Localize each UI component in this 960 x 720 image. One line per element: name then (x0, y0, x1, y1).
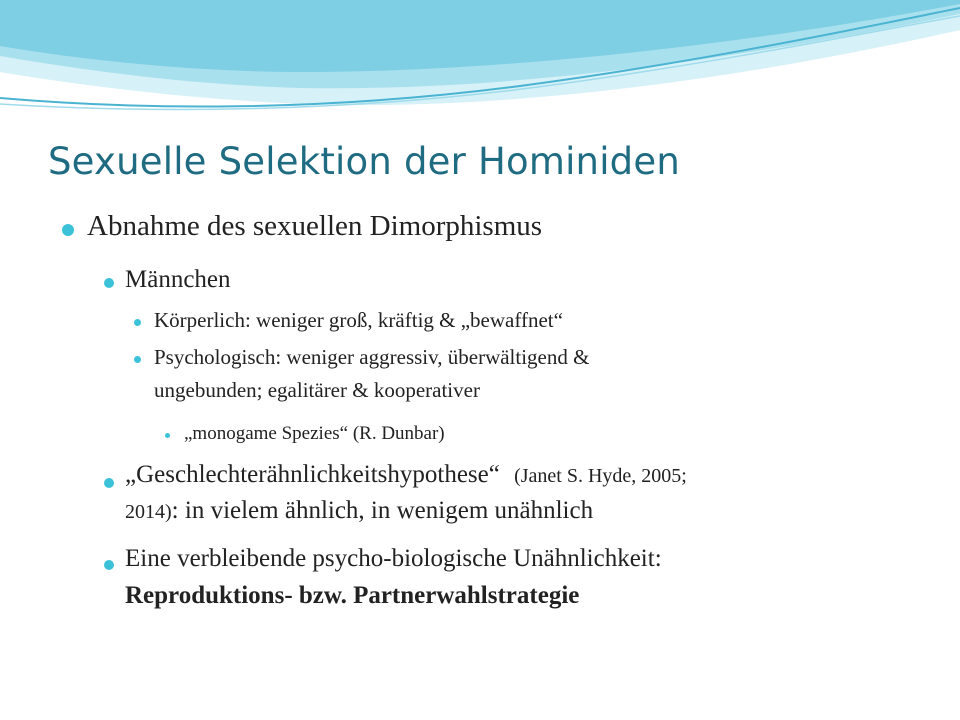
bullet-psychologisch-line2: ungebunden; egalitärer & kooperativer (154, 378, 480, 402)
bullet-reproduktion-line1: Eine verbleibende psycho-biologische Unähnlichkeit: (125, 545, 662, 572)
bullet-dimorphismus: Abnahme des sexuellen Dimorphismus (87, 210, 543, 242)
bullet-hypothese-line1 (125, 461, 687, 489)
bullet-dot (104, 478, 114, 488)
bullet-maennchen: Männchen (125, 266, 231, 293)
hypothese-citation-part1: (Janet S. Hyde, 2005; (514, 465, 687, 487)
bullet-hypothese-line2 (125, 497, 593, 525)
hypothese-rest: : in vielem ähnlich, in wenigem unähnlich (171, 497, 594, 524)
bullet-monogam: „monogame Spezies“ (R. Dunbar) (184, 423, 445, 444)
bullet-dot (62, 224, 74, 236)
bullet-psychologisch-line1: Psychologisch: weniger aggressiv, überwältigend & (154, 345, 590, 369)
bullet-dot (165, 433, 170, 438)
bullet-dot (104, 560, 114, 570)
bullet-dot (104, 278, 114, 288)
bullet-dot (134, 319, 141, 326)
hypothese-quote: „Geschlechterähnlichkeitshypothese“ (125, 461, 500, 488)
header-wave-decoration (0, 0, 960, 115)
bullet-koerperlich: Körperlich: weniger groß, kräftig & „bewaffnet“ (154, 308, 563, 332)
bullet-dot (134, 356, 141, 363)
slide-title: Sexuelle Selektion der Hominiden (48, 140, 680, 183)
hypothese-citation-part2: 2014) (125, 501, 172, 523)
bullet-reproduktion-line2: Reproduktions- bzw. Partnerwahlstrategie (125, 582, 580, 609)
